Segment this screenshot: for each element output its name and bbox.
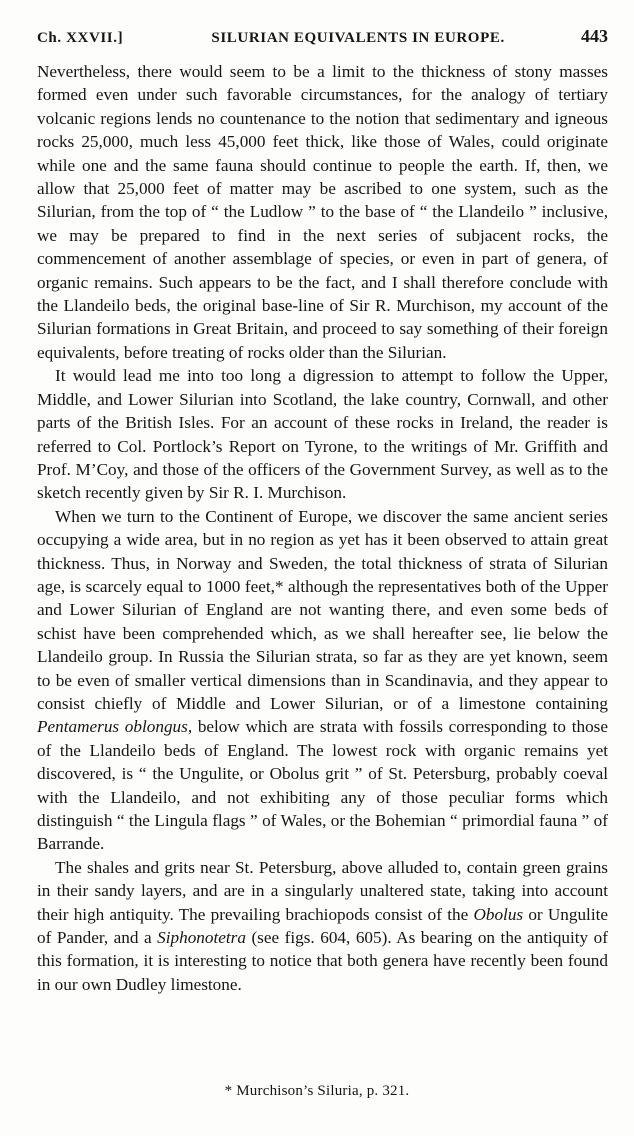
italic-genus-name: Siphonotetra [157, 928, 246, 948]
running-title: SILURIAN EQUIVALENTS IN EUROPE. [211, 30, 505, 46]
text-run: When we turn to the Continent of Europe, we discover the same ancient series occupying a wide area, but in no region as yet has it been observed to attain great thickness. Thus, in Norway and Sweden, the total thickness of strata of Silurian age, is scarcely equal to 1000 feet,* although the representatives both of the Upper and Lower Silurian of England are not wanting there, and even some beds of schist have been comprehended which, as we shall hereafter see, lie below the Llandeilo group. In Russia the Silurian strata, so far as they are yet known, seem to be even of smaller vertical dimensions than in Scandinavia, and they appear to consist chiefly of Middle and Lower Silurian, or of a limestone containing [37, 506, 608, 713]
text-run: Nevertheless, there would seem to be a limit to the thickness of stony masses formed even under such favorable circumstances, for the analogy of tertiary volcanic regions lends no countenance to the notion that sedimentary and igneous rocks 25,000, much less 45,000 feet thick, like those of Wales, could originate while one and the same fauna should continue to people the earth. If, then, we allow that 25,000 feet of matter may be ascribed to one system, such as the Silurian, from the top of “ the Ludlow ” to the base of “ the Llandeilo ” inclusive, we may be prepared to find in the next series of subjacent rocks, the commencement of another assemblage of species, or even in part of genera, of organic remains. Such appears to be the fact, and I shall therefore conclude with the Llandeilo beds, the original base-line of Sir R. Murchison, my account of the Silurian formations in Great Britain, and proceed to say something of their foreign equivalents, before treating of rocks older than the Silurian. [37, 62, 608, 362]
paragraph [37, 60, 608, 364]
text-run: It would lead me into too long a digression to attempt to follow the Upper, Middle, and Lower Silurian into Scotland, the lake country, Cornwall, and other parts of the British Isles. For an account of these rocks in Ireland, the reader is referred to Col. Portlock’s Report on Tyrone, to the writings of Mr. Griffith and Prof. M’Coy, and those of the officers of the Government Survey, as well as to the sketch recently given by Sir R. I. Murchison. [37, 366, 608, 503]
text-run: The shales and grits near St. Petersburg, above alluded to, contain green grains in their sandy layers, and are in a singularly unaltered state, taking into account their high antiquity. The prevailing brachiopods consist of the [37, 857, 608, 924]
text-run: (see figs. 604, 605). As bearing on the antiquity of this formation, it is interesting to notice that both genera have recently been found in our own Dudley limestone. [37, 928, 608, 994]
italic-genus-name: Obolus [473, 904, 524, 924]
paragraph [37, 364, 608, 504]
italic-species-name: Pentamerus oblongus [37, 717, 188, 737]
chapter-reference: Ch. XXVII.] [37, 30, 124, 46]
text-run: , below which are strata with fossils corresponding to those of the Llandeilo beds of England. The lowest rock with organic remains yet discovered, is “ the Ungulite, or Obolus grit ” of St. Petersburg, probably coeval with the Llandeilo, and not exhibiting any of those peculiar forms which distinguish “ the Lingula flags ” of Wales, or the Bohemian “ primordial fauna ” of Barrande. [37, 717, 608, 854]
body-text [37, 60, 608, 996]
footnote: * Murchison’s Siluria, p. 321. [224, 1083, 410, 1099]
running-head [37, 26, 608, 56]
page-number: 443 [581, 26, 608, 46]
paragraph [37, 856, 608, 996]
paragraph [37, 505, 608, 856]
text-run: or Ungulite of Pander, and a [37, 904, 609, 948]
